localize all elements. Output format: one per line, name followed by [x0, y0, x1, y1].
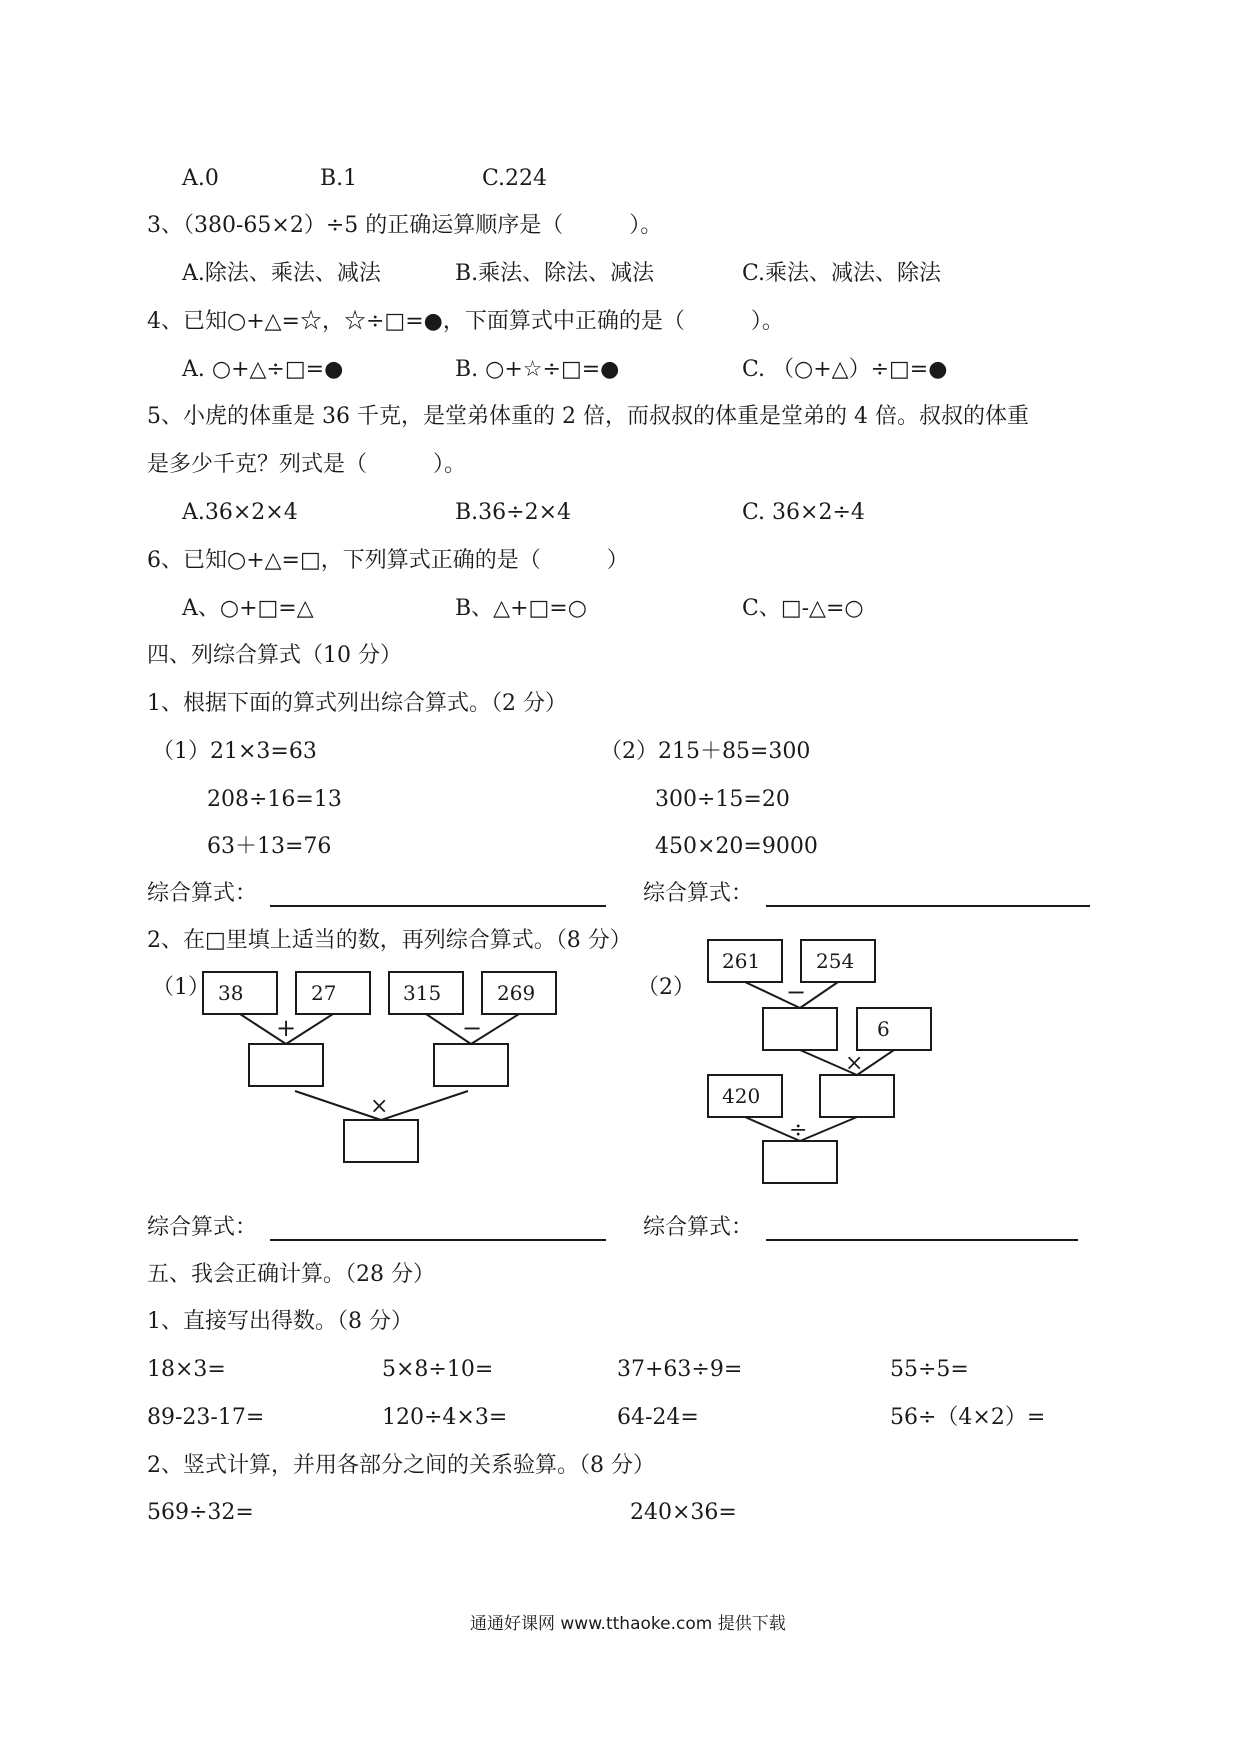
- calc-item: 56÷（4×2）=: [890, 1405, 1046, 1430]
- q2-option-c: C.224: [482, 166, 548, 191]
- q5-stem-line2: 是多少千克？列式是（ ）。: [147, 452, 467, 477]
- d2-op-times: ×: [845, 1051, 864, 1076]
- section5-title: 五、我会正确计算。（28 分）: [147, 1262, 435, 1287]
- diagram2-label: （2）: [637, 975, 695, 1000]
- calc-item: 55÷5=: [890, 1357, 969, 1382]
- section5-p2-title: 2、竖式计算，并用各部分之间的关系验算。（8 分）: [147, 1453, 655, 1478]
- q3-option-b: B.乘法、除法、减法: [455, 261, 655, 286]
- diagram1-label: （1）: [152, 975, 210, 1000]
- d2-connector: [800, 1117, 857, 1141]
- q5-stem-line1: 5、小虎的体重是 36 千克，是堂弟体重的 2 倍，而叔叔的体重是堂弟的 4 倍。叔叔的体重: [147, 404, 1029, 429]
- d2-num-420: 420: [722, 1084, 761, 1108]
- q5-option-c: C. 36×2÷4: [742, 500, 865, 525]
- s4p1-right-line1: （2）215＋85=300: [600, 739, 811, 764]
- d2-op-minus: −: [786, 978, 807, 1006]
- vertical-calc-item: 240×36=: [630, 1500, 737, 1525]
- q6-option-a: A、○+□=△: [182, 596, 314, 621]
- s4p1-answer-label-right: 综合算式：: [643, 881, 754, 906]
- s4p2-answer-label-right: 综合算式：: [643, 1215, 754, 1240]
- vertical-calc-item: 569÷32=: [147, 1500, 254, 1525]
- section4-title: 四、列综合算式（10 分）: [147, 643, 402, 668]
- section4-p1-title: 1、根据下面的算式列出综合算式。（2 分）: [147, 691, 567, 716]
- d1-op-minus: −: [462, 1014, 483, 1042]
- d1-box-sum[interactable]: [249, 1044, 323, 1086]
- d1-op-plus: +: [276, 1014, 297, 1042]
- q3-stem: 3、（380-65×2）÷5 的正确运算顺序是（ ）。: [147, 213, 663, 238]
- q2-option-b: B.1: [320, 166, 358, 191]
- q5-option-a: A.36×2×4: [182, 500, 298, 525]
- q6-stem: 6、已知○+△=□，下列算式正确的是（ ）: [147, 548, 629, 573]
- section4-p2-title: 2、在□里填上适当的数，再列综合算式。（8 分）: [147, 928, 632, 953]
- q3-option-a: A.除法、乘法、减法: [182, 261, 381, 286]
- d1-num-269: 269: [497, 981, 536, 1005]
- calc-item: 18×3=: [147, 1357, 226, 1382]
- d1-box-diff[interactable]: [434, 1044, 508, 1086]
- d2-box-diff[interactable]: [763, 1008, 837, 1050]
- q4-option-a: A. ○+△÷□=●: [182, 357, 344, 382]
- d2-num-261: 261: [722, 949, 761, 973]
- q6-option-c: C、□-△=○: [742, 596, 864, 621]
- d2-num-254: 254: [816, 949, 855, 973]
- d1-box-product[interactable]: [344, 1120, 418, 1162]
- d1-num-315: 315: [403, 981, 442, 1005]
- s4p1-answer-label-left: 综合算式：: [147, 881, 258, 906]
- q4-stem: 4、已知○+△=☆，☆÷□=●，下面算式中正确的是（ ）。: [147, 309, 784, 334]
- calc-item: 64-24=: [617, 1405, 699, 1430]
- d2-op-divide: ÷: [789, 1118, 808, 1143]
- calc-item: 89-23-17=: [147, 1405, 265, 1430]
- d2-num-6: 6: [877, 1017, 890, 1041]
- page-footer: 通通好课网 www.tthaoke.com 提供下载: [470, 1614, 786, 1634]
- s4p1-right-line3: 450×20=9000: [655, 834, 818, 859]
- s4p2-answer-blank-right[interactable]: [766, 1239, 1078, 1241]
- d2-box-product[interactable]: [820, 1075, 894, 1117]
- q4-option-c: C. （○+△）÷□=●: [742, 357, 948, 382]
- s4p2-answer-blank-left[interactable]: [270, 1239, 606, 1241]
- q6-option-b: B、△+□=○: [455, 596, 587, 621]
- section5-p1-title: 1、直接写出得数。（8 分）: [147, 1309, 413, 1334]
- d2-box-quotient[interactable]: [763, 1141, 837, 1183]
- q4-option-b: B. ○+☆÷□=●: [455, 357, 620, 382]
- d1-op-times: ×: [370, 1094, 389, 1119]
- s4p1-left-line1: （1）21×3=63: [152, 739, 317, 764]
- d1-num-27: 27: [311, 981, 337, 1005]
- d1-num-38: 38: [218, 981, 244, 1005]
- s4p1-left-line3: 63＋13=76: [207, 834, 332, 859]
- d1-connector: [295, 1091, 381, 1120]
- s4p1-left-line2: 208÷16=13: [207, 787, 342, 812]
- calc-item: 5×8÷10=: [382, 1357, 494, 1382]
- q5-option-b: B.36÷2×4: [455, 500, 572, 525]
- d2-box-6: [857, 1008, 931, 1050]
- q2-option-a: A.0: [182, 166, 219, 191]
- q3-option-c: C.乘法、减法、除法: [742, 261, 942, 286]
- s4p2-answer-label-left: 综合算式：: [147, 1215, 258, 1240]
- s4p1-right-line2: 300÷15=20: [655, 787, 790, 812]
- calc-item: 37+63÷9=: [617, 1357, 743, 1382]
- calc-item: 120÷4×3=: [382, 1405, 508, 1430]
- d1-connector: [381, 1091, 468, 1120]
